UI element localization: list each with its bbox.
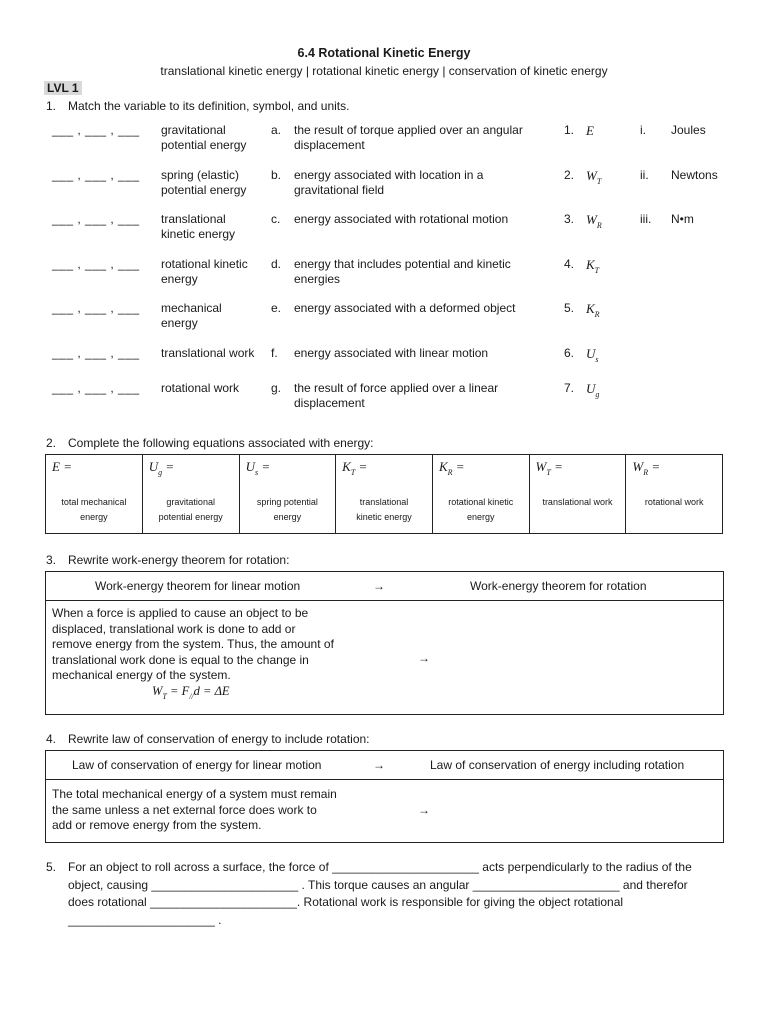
question-1-prompt [46,99,349,113]
symbol-subscript: s [595,355,599,364]
q5-line-1: For an object to roll across a surface, the force of ______________________ acts perpendicularly to the radius of the [68,860,692,874]
equals-sign: = [59,459,72,474]
symbol-subscript: g [595,390,600,399]
equation-label: energy [273,512,302,522]
symbol-number: 7. [564,381,575,395]
symbol-number: 4. [564,257,575,271]
symbol-number: 6. [564,346,575,360]
paragraph-line: The total mechanical energy of a system must remain [52,787,337,801]
answer-blanks[interactable]: ___ , ___ , ___ [52,123,140,137]
symbol-subscript: g [158,468,163,477]
unit-label: Joules [671,123,706,137]
symbol [586,381,599,399]
definition-text: the result of force applied over a linear displacement [294,381,499,410]
conservation-header [46,751,723,780]
answer-blanks[interactable]: ___ , ___ , ___ [52,301,140,315]
work-energy-paragraph [52,606,357,704]
definition-letter: d. [271,257,282,271]
unit-numeral: i. [640,123,646,137]
arrow-icon: → [373,758,385,772]
paragraph-line: add or remove energy from the system. [52,818,262,832]
q5-line-4: ______________________ . [68,912,222,927]
symbol-base: U [586,381,596,396]
symbol-base: K [438,459,448,474]
paragraph-line: mechanical energy of the system. [52,668,231,682]
question-text: Complete the following equations associated with energy: [68,436,374,450]
symbol-base: U [148,459,159,474]
equation-label: rotational work [644,497,704,507]
symbol-base: W [586,212,597,227]
symbol [586,257,599,275]
work-energy-body [46,601,723,713]
right-header: Law of conservation of energy including rotation [430,758,685,772]
equation-cell[interactable] [626,455,723,534]
question-number: 5. [46,860,57,874]
unit-label: N•m [671,212,694,226]
matching-row [0,257,768,297]
equation-label: translational work [542,497,613,507]
symbol-subscript: R [594,310,600,319]
symbol [586,346,599,364]
symbol-base: K [342,459,351,474]
symbol [586,123,594,141]
left-header: Law of conservation of energy for linear motion [72,758,322,772]
worksheet-subtitle: translational kinetic energy | rotational kinetic energy | conservation of kinetic energy [160,64,608,78]
equation-label: energy [80,512,108,522]
equation-symbol [46,455,142,495]
question-text: Match the variable to its definition, symbol, and units. [68,99,350,113]
symbol-subscript: T [350,468,356,477]
equation-symbol [626,455,722,495]
paragraph-line: displaced, translational work is done to add or [52,621,296,636]
answer-blanks[interactable]: ___ , ___ , ___ [52,168,140,182]
definition-letter: g. [271,381,282,395]
equals-sign: = [648,459,661,474]
equation-symbol [240,455,336,495]
work-energy-equation: $W_T = F_{//}d = \Delta E$ [152,683,230,701]
equation-cell[interactable] [239,455,336,534]
conservation-body [46,780,723,841]
symbol-base: U [586,346,596,361]
symbol-subscript: R [596,221,602,230]
paragraph-line: the same unless a net external force does work to [52,802,317,817]
equation-label: gravitational [166,497,215,507]
question-number: 4. [46,732,57,746]
symbol-base: K [586,257,595,272]
equation-symbol [530,455,626,495]
symbol-base: E [52,459,60,474]
matching-row [0,212,768,252]
definition-letter: b. [271,168,282,182]
equals-sign: = [452,459,465,474]
answer-blanks[interactable]: ___ , ___ , ___ [52,346,140,360]
equation-symbol [336,455,432,495]
equations-row [46,455,723,534]
symbol-base: E [586,123,594,138]
definition-text: energy associated with linear motion [294,346,489,360]
symbol-base: W [535,459,547,474]
equation-label: spring potential [256,497,318,507]
question-number: 2. [46,436,57,450]
paragraph-line: When a force is applied to cause an object to be [52,606,309,620]
equation-label: translational [359,497,409,507]
right-header: Work-energy theorem for rotation [470,579,647,593]
unit-label: Newtons [671,168,718,182]
term-label: spring (elastic) potential energy [161,168,247,197]
symbol-base: K [586,301,595,316]
energy-equations-table [45,454,723,534]
term-label: rotational kinetic energy [161,257,248,286]
work-energy-header [46,572,723,601]
symbol-base: W [586,168,597,183]
symbol-number: 2. [564,168,575,182]
symbol-subscript: R [447,468,453,477]
term-label: rotational work [161,381,240,395]
arrow-icon: → [373,579,385,593]
definition-letter: a. [271,123,282,137]
equation-cell[interactable] [142,455,239,534]
answer-blanks[interactable]: ___ , ___ , ___ [52,257,140,271]
equation-label: total mechanical [61,497,127,507]
definition-text: the result of torque applied over an angular displacement [294,123,523,152]
q5-line-3: does rotational ______________________. Rotational work is responsible for giving the object rotational [68,895,624,909]
question-5 [46,859,726,929]
definition-text: energy that includes potential and kinetic energies [294,257,511,286]
equation-cell[interactable] [336,455,433,534]
conservation-box [45,750,724,843]
symbol [586,168,601,186]
question-3-prompt [46,553,289,567]
symbol-number: 1. [564,123,575,137]
unit-numeral: ii. [640,168,649,182]
definition-letter: e. [271,301,282,315]
symbol [586,212,602,230]
symbol-base: U [245,459,255,474]
definition-text: energy associated with location in a gravitational field [294,168,484,197]
symbol-number: 3. [564,212,575,226]
equation-cell[interactable] [46,455,143,534]
equals-sign: = [355,459,368,474]
definition-text: energy associated with a deformed object [294,301,516,315]
term-label: mechanical energy [161,301,222,330]
equals-sign: = [258,459,271,474]
definition-text: energy associated with rotational motion [294,212,509,226]
symbol-subscript: s [255,468,259,477]
symbol-subscript: T [596,177,602,186]
equation-cell[interactable] [432,455,529,534]
conservation-paragraph [52,787,357,834]
definition-letter: f. [271,346,278,360]
unit-numeral: iii. [640,212,652,226]
symbol [586,301,600,319]
definition-letter: c. [271,212,281,226]
equals-sign: = [550,459,563,474]
paragraph-line: translational work done is equal to the change in [52,652,309,667]
symbol-base: W [632,459,644,474]
matching-row [0,168,768,208]
equation-label: kinetic energy [356,512,412,522]
level-label: LVL 1 [44,81,82,95]
left-header: Work-energy theorem for linear motion [95,579,301,593]
equation-label: potential energy [158,512,223,522]
question-text: Rewrite law of conservation of energy to include rotation: [68,732,370,746]
question-number: 3. [46,553,57,567]
matching-row [0,346,768,386]
work-energy-box [45,571,724,715]
matching-row [0,381,768,421]
equation-label: energy [466,512,495,522]
question-2-prompt [46,436,374,450]
symbol-number: 5. [564,301,575,315]
answer-blanks[interactable]: ___ , ___ , ___ [52,381,140,395]
matching-row [0,301,768,341]
q5-line-2: object, causing ______________________ . This torque causes an angular ______________________ and therefor [68,877,688,892]
term-label: translational work [161,346,255,360]
term-label: translational kinetic energy [161,212,236,241]
equation-label: rotational kinetic [448,497,514,507]
symbol-subscript: T [594,266,600,275]
term-label: gravitational potential energy [161,123,247,152]
symbol-subscript: T [546,468,551,477]
question-4-prompt [46,732,370,746]
equation-symbol [143,455,239,495]
arrow-icon: → [418,651,430,665]
answer-blanks[interactable]: ___ , ___ , ___ [52,212,140,226]
arrow-icon: → [418,803,430,817]
equals-sign: = [162,459,175,474]
matching-row [0,123,768,163]
question-number: 1. [46,99,57,113]
equation-symbol [433,455,529,495]
worksheet-title: 6.4 Rotational Kinetic Energy [297,46,471,60]
equation-cell[interactable] [529,455,626,534]
symbol-subscript: R [643,468,649,477]
paragraph-line: remove energy from the system. Thus, the amount of [52,637,334,651]
question-text: Rewrite work-energy theorem for rotation: [68,553,290,567]
